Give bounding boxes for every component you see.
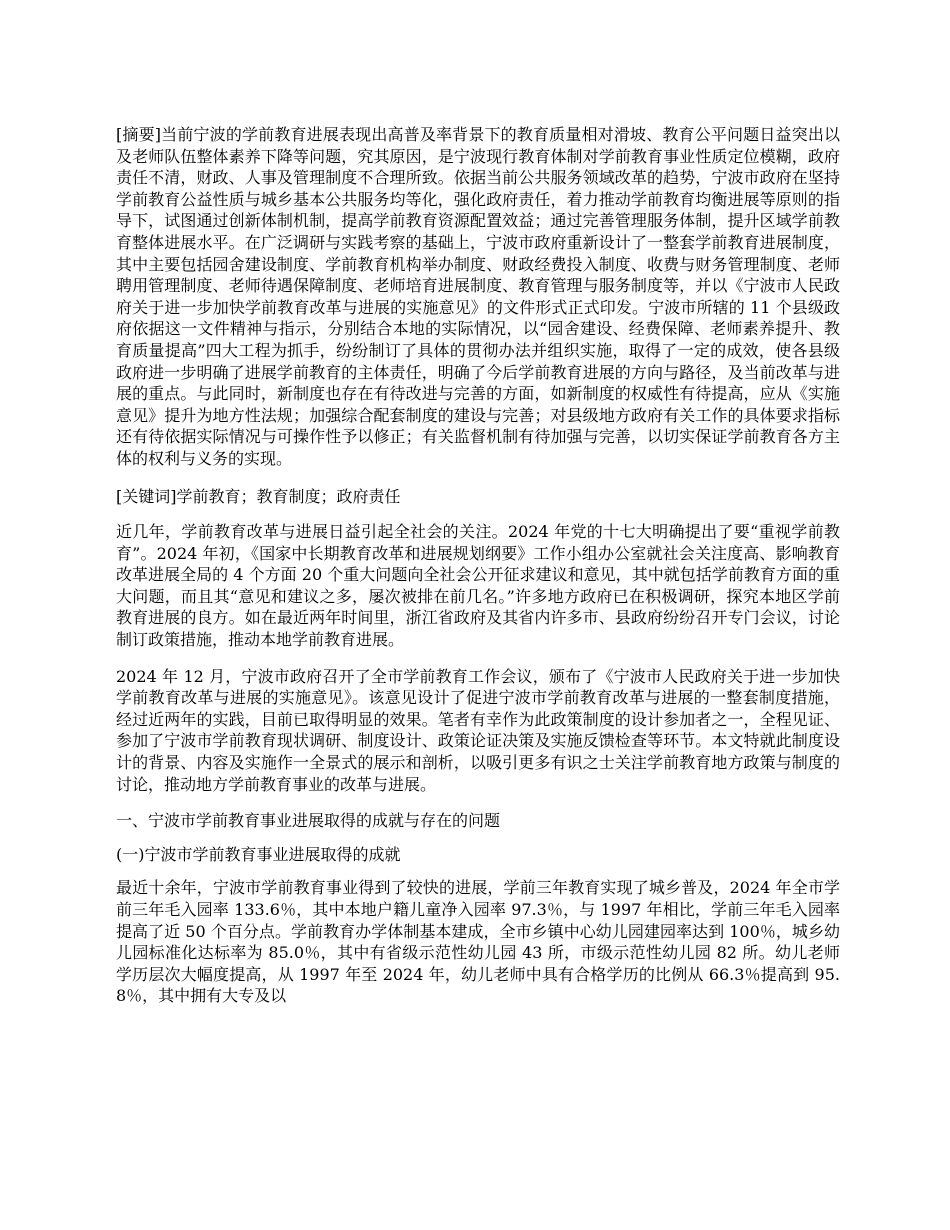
- body-paragraph: 最近十余年，宁波市学前教育事业得到了较快的进展，学前三年教育实现了城乡普及，2024 年全市学前三年毛入园率 133.6％，其中本地户籍儿童净入园率 97.3％，与 1997 年相比，学前三年毛入园率提高了近 50 个百分点。学前教育办学体制基本建成，全市乡镇中心幼儿园建园率达到 100％，城乡幼儿园标准化达标率为 85.0％，其中有省级示范性幼儿园 43 所，市级示范性幼儿园 82 所。幼儿老师学历层次大幅度提高，从 1997 年至 2024 年，幼儿老师中具有合格学历的比例从 66.3％提高到 95.8％，其中拥有大专及以: [116, 878, 840, 1006]
- abstract-paragraph: [摘要]当前宁波的学前教育进展表现出高普及率背景下的教育质量相对滑坡、教育公平问题日益突出以及老师队伍整体素养下降等问题，究其原因，是宁波现行教育体制对学前教育事业性质定位模糊，政府责任不清，财政、人事及管理制度不合理所致。依据当前公共服务领域改革的趋势，宁波市政府在坚持学前教育公益性质与城乡基本公共服务均等化，强化政府责任，着力推动学前教育均衡进展等原则的指导下，试图通过创新体制机制，提高学前教育资源配置效益；通过完善管理服务体制，提升区域学前教育整体进展水平。在广泛调研与实践考察的基础上，宁波市政府重新设计了一整套学前教育进展制度，其中主要包括园舍建设制度、学前教育机构举办制度、财政经费投入制度、收费与财务管理制度、老师聘用管理制度、老师待遇保障制度、老师培育进展制度、教育管理与服务制度等，并以《宁波市人民政府关于进一步加快学前教育改革与进展的实施意见》的文件形式正式印发。宁波市所辖的 11 个县级政府依据这一文件精神与指示，分别结合本地的实际情况，以“园舍建设、经费保障、老师素养提升、教育质量提高”四大工程为抓手，纷纷制订了具体的贯彻办法并组织实施，取得了一定的成效，使各县级政府进一步明确了进展学前教育的主体责任，明确了今后学前教育进展的方向与路径，及当前改革与进展的重点。与此同时，新制度也存在有待改进与完善的方面，如新制度的权威性有待提高，应从《实施意见》提升为地方性法规；加强综合配套制度的建设与完善；对县级地方政府有关工作的具体要求指标还有待依据实际情况与可操作性予以修正；有关监督机制有待加强与完善，以切实保证学前教育各方主体的权利与义务的实现。: [116, 125, 840, 468]
- keywords-line: [关键词]学前教育；教育制度；政府责任: [116, 486, 401, 506]
- document-page: [116, 124, 840, 1007]
- body-paragraph: 近几年，学前教育改革与进展日益引起全社会的关注。2024 年党的十七大明确提出了要“重视学前教育”。2024 年初，《国家中长期教育改革和进展规划纲要》工作小组办公室就社会关注度高、影响教育改革进展全局的 4 个方面 20 个重大问题向全社会公开征求建议和意见，其中就包括学前教育方面的重大问题，而且其“意见和建议之多，屡次被排在前几名。”许多地方政府已在积极调研，探究本地区学前教育进展的良方。如在最近两年时间里，浙江省政府及其省内许多市、县政府纷纷召开专门会议，讨论制订政策措施，推动本地学前教育进展。: [116, 522, 840, 650]
- body-paragraph: 2024 年 12 月，宁波市政府召开了全市学前教育工作会议，颁布了《宁波市人民政府关于进一步加快学前教育改革与进展的实施意见》。该意见设计了促进宁波市学前教育改革与进展的一整套制度措施，经过近两年的实践，目前已取得明显的效果。笔者有幸作为此政策制度的设计参加者之一，全程见证、参加了宁波市学前教育现状调研、制度设计、政策论证决策及实施反馈检查等环节。本文特就此制度设计的背景、内容及实施作一全景式的展示和剖析，以吸引更多有识之士关注学前教育地方政策与制度的讨论，推动地方学前教育事业的改革与进展。: [116, 666, 840, 794]
- subsection-heading: (一)宁波市学前教育事业进展取得的成就: [116, 844, 401, 864]
- section-heading: 一、宁波市学前教育事业进展取得的成就与存在的问题: [116, 811, 501, 831]
